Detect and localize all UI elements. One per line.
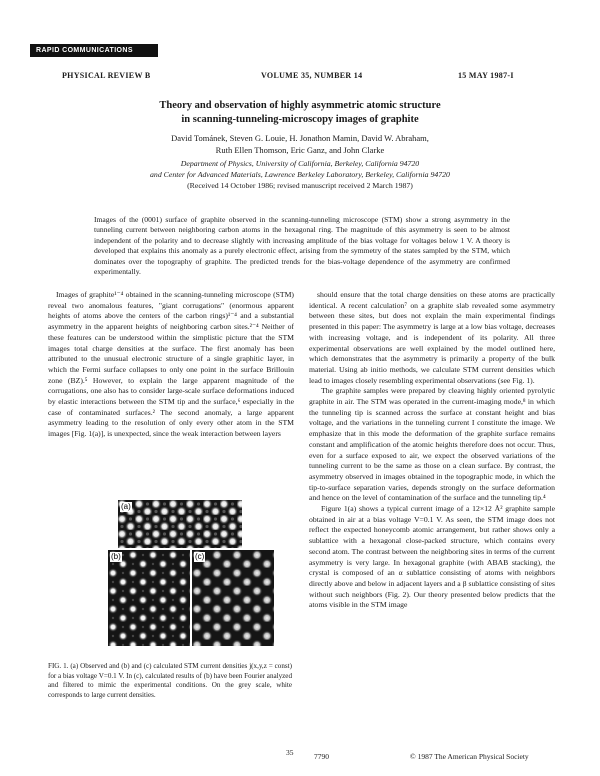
volume-number: VOLUME 35, NUMBER 14 [261, 71, 363, 80]
right-paragraph-1: should ensure that the total charge densities on these atoms are practically identical. A recent calculation⁷ on a graphite slab revealed some asymmetry between these sites, but does not explain the main experimental findings presented in this paper: The asymmetry is large at a low bias voltage, decreases with increasing voltage, and is independent of its polarity. All three experimental observations are well explained by the model outlined here, which demonstrates that the asymmetry is primarily a property of the bulk material. Using ab initio methods, we calculate STM current densities which lead to images closely resembling experimental observations (see Fig. 1). [309, 290, 555, 385]
issue-date: 15 MAY 1987-I [458, 71, 514, 80]
authors-line-2: Ruth Ellen Thomson, Eric Ganz, and John Clarke [215, 145, 385, 155]
affiliation-line-2: and Center for Advanced Materials, Lawrence Berkeley Laboratory, Berkeley, California 94720 [150, 170, 450, 179]
figure-label-c: (c) [195, 552, 205, 561]
affiliation-line-1: Department of Physics, University of California, Berkeley, California 94720 [180, 159, 420, 168]
stm-image-a [118, 500, 242, 548]
abstract: Images of the (0001) surface of graphite observed in the scanning-tunneling microscope (STM) show a strong asymmetry in the tunneling current between neighboring carbon atoms in the hexagonal ring. The magnitude of this asymmetry is seen to be almost independent of the polarity and to decrease slightly with increasing amplitude of the bias voltage for voltages below 1 V. A theory is developed that explains this anomaly as a purely electronic effect, arising from the symmetry of the states sampled by the STM, which dominates over the topography of graphite. The predicted trends for the bias-voltage dependence of the asymmetry are confirmed experimentally. [94, 215, 510, 277]
right-column [309, 290, 555, 611]
title-line-1: Theory and observation of highly asymmetric atomic structure [159, 100, 441, 111]
stm-image-c [192, 550, 274, 646]
right-paragraph-2: The graphite samples were prepared by cleaving highly oriented pyrolytic graphite in air. The STM was operated in the current-imaging mode,⁸ in which the tunneling tip is scanned across the surface at constant height and bias voltage, and the variations in the tunneling current I constitute the image. We emphasize that in this mode the deformation of the graphite surface remains constant and amplification of the atomic heights therefore does not occur. Thus, even for a surface exposed to air, we expect the observed variations of the tunneling current to be the same as those on a clean surface. By contrast, the asymmetry observed in images obtained in the topographic mode, in which the tip-to-surface separation varies, depends strongly on the surface deformation and hence on the level of contamination of the surface and the tunneling tip.⁴ [309, 386, 555, 503]
journal-name: PHYSICAL REVIEW B [62, 71, 151, 80]
page-number: 7790 [314, 752, 329, 761]
received-dates: (Received 14 October 1986; revised manuscript received 2 March 1987) [187, 181, 413, 190]
volume-page-number: 35 [286, 748, 294, 757]
title-line-2: in scanning-tunneling-microscopy images of graphite [181, 114, 419, 125]
rapid-communications-banner: RAPID COMMUNICATIONS [30, 44, 158, 57]
left-paragraph-1: Images of graphite¹⁻⁴ obtained in the scanning-tunneling microscope (STM) reveal two anomalous features, "giant corrugations" (enormous apparent heights of atoms above the centers of the carbon rings)¹⁻⁴ and a substantial asymmetry in the apparent heights of neighboring carbon sites.²⁻⁴ Neither of these features can be understood within the simplistic picture that the STM images total charge densities at the surface. The first anomaly has been attributed to the unusual electronic structure of a single graphitic layer, in which the Fermi surface collapses to only one point in the surface Brillouin zone (BZ).⁵ However, to explain the large apparent magnitude of the corrugations, one also has to consider large-scale surface deformations induced by elastic interactions between the STM tip and the surface,⁶ especially in the case of contaminated surfaces.² The second anomaly, a large apparent asymmetry leading to the resolution of only every other atom in the STM images [Fig. 1(a)], is unexpected, since the weak interaction between layers [48, 290, 294, 439]
authors-line-1: David Tománek, Steven G. Louie, H. Jonathon Mamin, David W. Abraham, [171, 133, 429, 143]
figure-caption: FIG. 1. (a) Observed and (b) and (c) calculated STM current densities j(x,y,z = const) for a bias voltage V=0.1 V. In (c), calculated results of (b) have been Fourier analyzed and filtered to mimic the experimental conditions. On the grey scale, white corresponds to large current densities. [48, 662, 292, 699]
stm-image-b [108, 550, 190, 646]
right-paragraph-3: Figure 1(a) shows a typical current image of a 12×12 Å² graphite sample obtained in air at a bias voltage V=0.1 V. As seen, the STM image does not reflect the expected honeycomb atomic arrangement, but rather shows only a sublattice with a hexagonal close-packed structure, which contains every second atom. The contrast between the neighboring sites in terms of the current asymmetry is very large. In hexagonal graphite (with ABAB stacking), the crystal is composed of an α sublattice consisting of atoms with neighbors directly above and below in adjacent layers and a β sublattice consisting of sites without such neighbors (Fig. 2). Our theory presented below predicts that the atoms visible in the STM image [309, 504, 555, 610]
figure-label-b: (b) [111, 552, 121, 561]
left-column [48, 290, 294, 440]
figure-label-a: (a) [121, 502, 131, 511]
copyright-notice: © 1987 The American Physical Society [410, 752, 529, 761]
